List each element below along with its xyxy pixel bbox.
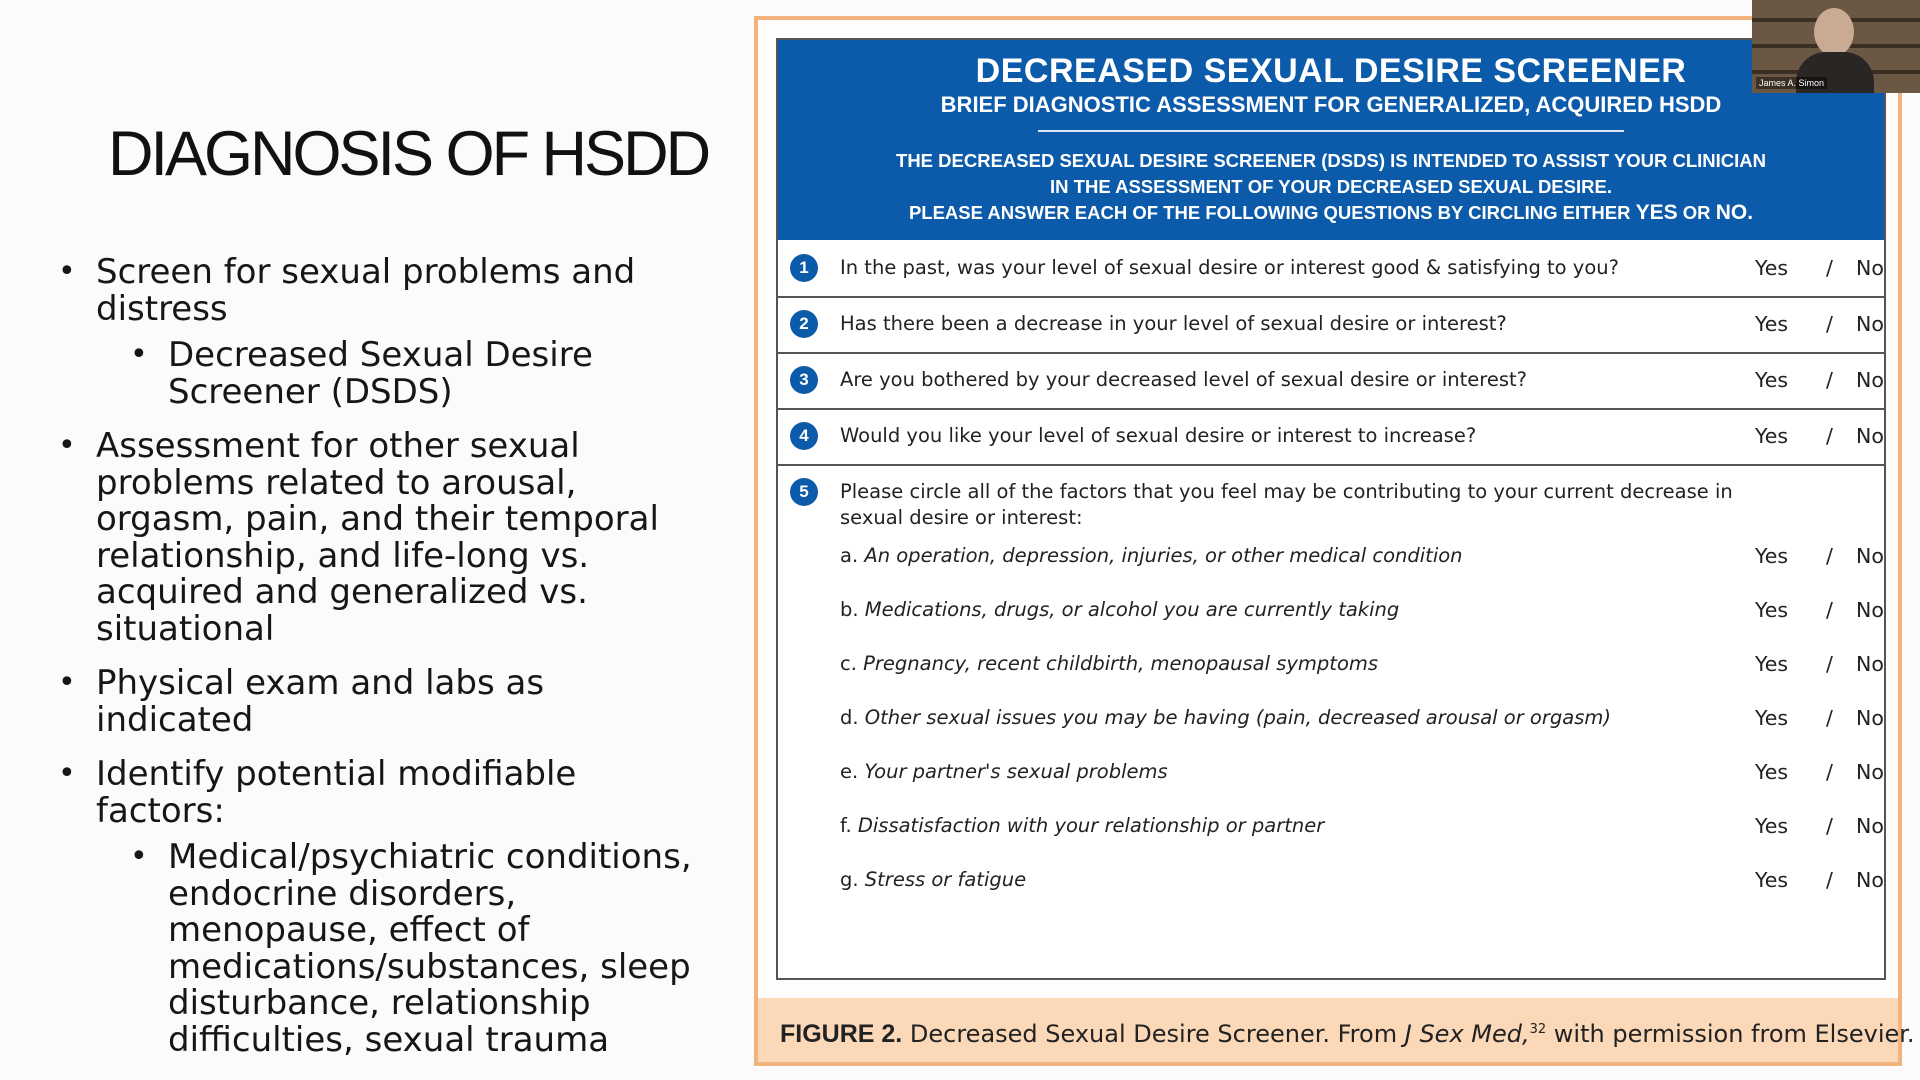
- bullet-physical-exam: • Physical exam and labs as indicated: [56, 665, 696, 738]
- caption-reference: 32: [1529, 1022, 1547, 1037]
- screener-intro: [778, 148, 1884, 200]
- answer-separator: /: [1826, 868, 1833, 892]
- caption-text-before: Decreased Sexual Desire Screener. From: [909, 1020, 1398, 1048]
- factor-letter: a.: [840, 544, 859, 567]
- question-text: Has there been a decrease in your level of sexual desire or interest?: [840, 312, 1507, 335]
- factor-item: [840, 652, 1378, 675]
- question-text: Would you like your level of sexual desire or interest to increase?: [840, 424, 1477, 447]
- screener-instruction: [778, 201, 1884, 225]
- factor-text: Your partner's sexual problems: [864, 760, 1168, 783]
- factor-letter: e.: [840, 760, 859, 783]
- question-number-badge: 1: [790, 254, 818, 282]
- factor-text: Stress or fatigue: [864, 868, 1027, 891]
- answer-no[interactable]: No: [1856, 544, 1884, 568]
- screener-subtitle: BRIEF DIAGNOSTIC ASSESSMENT FOR GENERALIZED, ACQUIRED HSDD: [940, 92, 1722, 117]
- answer-yes[interactable]: Yes: [1755, 652, 1789, 676]
- presenter-webcam[interactable]: [1752, 0, 1920, 93]
- answer-no[interactable]: No: [1856, 424, 1884, 448]
- slide-title: DIAGNOSIS OF HSDD: [108, 119, 709, 189]
- screener-title: DECREASED SEXUAL DESIRE SCREENER: [975, 52, 1687, 90]
- instruction-or: OR: [1682, 202, 1711, 223]
- instruction-text: PLEASE ANSWER EACH OF THE FOLLOWING QUESTIONS BY CIRCLING EITHER: [908, 202, 1631, 223]
- factor-letter: b.: [840, 598, 859, 621]
- answer-yes[interactable]: Yes: [1755, 868, 1789, 892]
- factor-item: [840, 760, 1168, 783]
- question-text-line-2: sexual desire or interest:: [840, 506, 1083, 529]
- answer-separator: /: [1826, 544, 1833, 568]
- question-number-badge: 5: [790, 478, 818, 506]
- answer-separator: /: [1826, 652, 1833, 676]
- answer-no[interactable]: No: [1856, 256, 1884, 280]
- answer-yes[interactable]: Yes: [1755, 706, 1789, 730]
- answer-separator: /: [1826, 760, 1833, 784]
- subbullet-dsds: • Decreased Sexual Desire Screener (DSDS): [128, 337, 696, 410]
- factor-item: [840, 544, 1463, 567]
- presenter-name: James A. Simon: [1756, 77, 1827, 89]
- answer-separator: /: [1826, 424, 1833, 448]
- answer-yes[interactable]: Yes: [1755, 312, 1789, 336]
- answer-no[interactable]: No: [1856, 598, 1884, 622]
- question-row: [778, 410, 1884, 466]
- answer-yes[interactable]: Yes: [1755, 544, 1789, 568]
- factor-letter: c.: [840, 652, 857, 675]
- factor-item: [840, 706, 1611, 729]
- answer-separator: /: [1826, 256, 1833, 280]
- factor-item: [840, 598, 1399, 621]
- answer-separator: /: [1826, 368, 1833, 392]
- answer-no[interactable]: No: [1856, 368, 1884, 392]
- question-text-line-1: Please circle all of the factors that you feel may be contributing to your current decrease in: [840, 480, 1733, 503]
- caption-label: FIGURE 2.: [780, 1020, 903, 1048]
- answer-yes[interactable]: Yes: [1755, 256, 1789, 280]
- answer-separator: /: [1826, 312, 1833, 336]
- question-number-badge: 4: [790, 422, 818, 450]
- factor-text: Dissatisfaction with your relationship or partner: [857, 814, 1325, 837]
- bullet-modifiable-factors: • Identify potential modifiable factors:: [56, 756, 696, 829]
- instruction-yes: YES: [1635, 201, 1678, 224]
- intro-line-2: IN THE ASSESSMENT OF YOUR DECREASED SEXUAL DESIRE.: [1050, 176, 1612, 197]
- answer-yes[interactable]: Yes: [1755, 598, 1789, 622]
- factor-letter: d.: [840, 706, 859, 729]
- answer-yes[interactable]: Yes: [1755, 814, 1789, 838]
- subbullet-conditions: • Medical/psychiatric conditions, endocrine disorders, menopause, effect of medications/substances, sleep disturbance, relationship difficulties, sexual trauma: [128, 839, 696, 1058]
- screener-header: [778, 40, 1884, 240]
- factor-item: [840, 814, 1324, 837]
- factor-text: Medications, drugs, or alcohol you are currently taking: [864, 598, 1400, 621]
- answer-no[interactable]: No: [1856, 706, 1884, 730]
- instruction-no: NO.: [1715, 201, 1754, 224]
- answer-no[interactable]: No: [1856, 760, 1884, 784]
- factor-text: Other sexual issues you may be having (pain, decreased arousal or orgasm): [864, 706, 1611, 729]
- answer-separator: /: [1826, 598, 1833, 622]
- answer-no[interactable]: No: [1856, 814, 1884, 838]
- figure-caption: [758, 998, 1915, 1062]
- figure-frame: [754, 16, 1915, 1066]
- factor-text: An operation, depression, injuries, or other medical condition: [864, 544, 1463, 567]
- answer-yes[interactable]: Yes: [1755, 760, 1789, 784]
- factor-item: [840, 868, 1026, 891]
- presenter-head: [1814, 8, 1854, 56]
- slide-bullet-list: [56, 254, 696, 1076]
- answer-yes[interactable]: Yes: [1755, 368, 1789, 392]
- factor-text: Pregnancy, recent childbirth, menopausal symptoms: [863, 652, 1379, 675]
- answer-no[interactable]: No: [1856, 868, 1884, 892]
- question-row: [778, 354, 1884, 410]
- question-number-badge: 3: [790, 366, 818, 394]
- answer-separator: /: [1826, 706, 1833, 730]
- bullet-screen: • Screen for sexual problems and distress: [56, 254, 696, 327]
- question-row: [778, 298, 1884, 354]
- bullet-assessment: • Assessment for other sexual problems related to arousal, orgasm, pain, and their temporal relationship, and life-long vs. acquired and generalized vs. situational: [56, 428, 696, 647]
- answer-yes[interactable]: Yes: [1755, 424, 1789, 448]
- factor-letter: g.: [840, 868, 859, 891]
- header-divider: [1038, 130, 1624, 132]
- question-text: Are you bothered by your decreased level of sexual desire or interest?: [840, 368, 1528, 391]
- caption-journal: J Sex Med,: [1404, 1020, 1530, 1048]
- question-number-badge: 2: [790, 310, 818, 338]
- caption-text-after: with permission from Elsevier.: [1553, 1020, 1915, 1048]
- answer-no[interactable]: No: [1856, 312, 1884, 336]
- question-row: [778, 240, 1884, 298]
- screener-form: [776, 38, 1886, 980]
- question-row-factors: [778, 466, 1884, 976]
- intro-line-1: THE DECREASED SEXUAL DESIRE SCREENER (DSDS) IS INTENDED TO ASSIST YOUR CLINICIAN: [896, 150, 1766, 171]
- factor-letter: f.: [840, 814, 852, 837]
- answer-no[interactable]: No: [1856, 652, 1884, 676]
- question-text: In the past, was your level of sexual desire or interest good & satisfying to you?: [840, 256, 1619, 279]
- answer-separator: /: [1826, 814, 1833, 838]
